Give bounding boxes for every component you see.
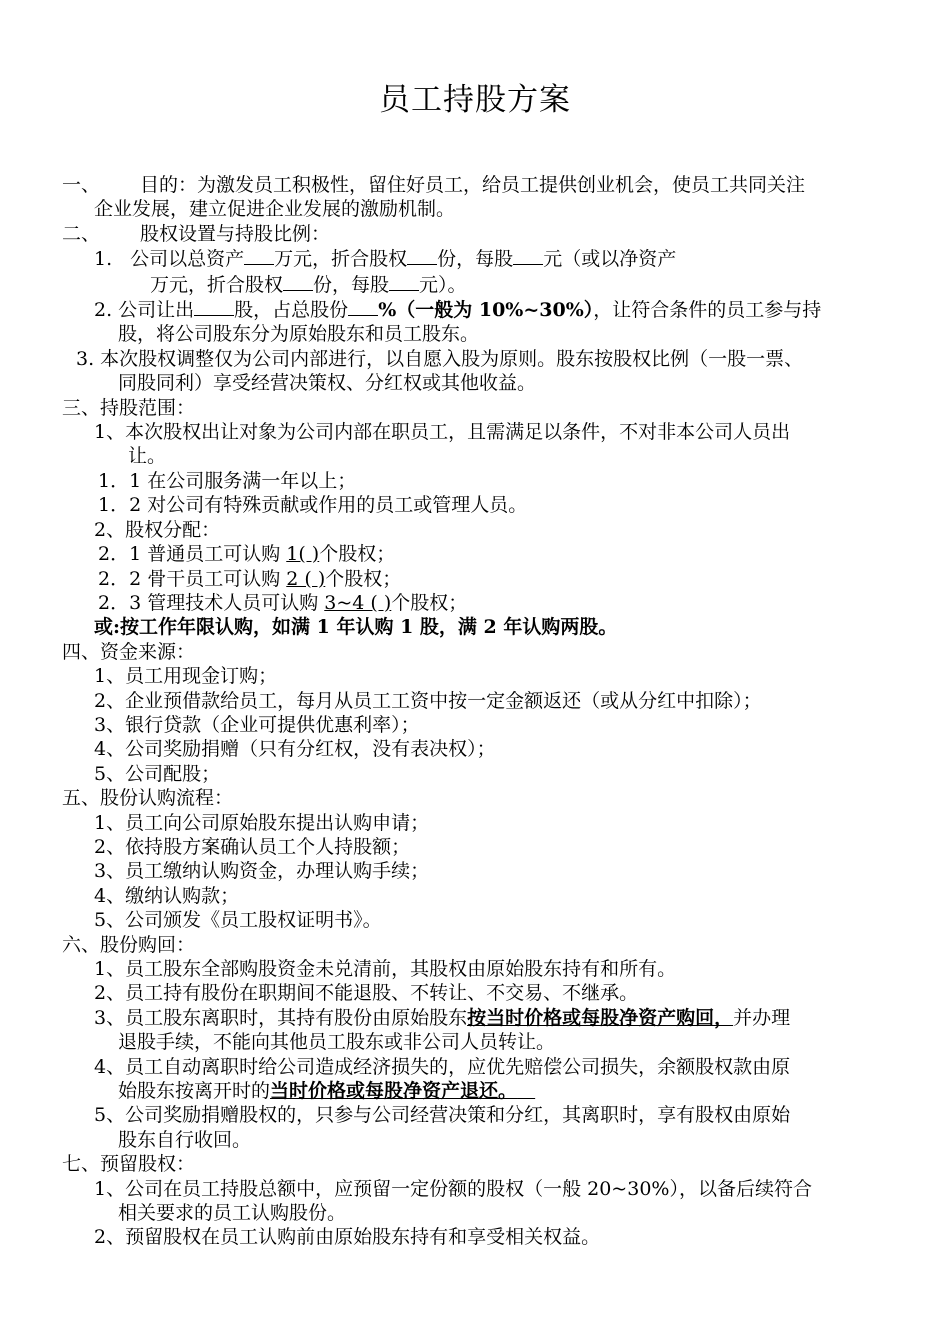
section-2-heading — [62, 222, 897, 246]
section-3-item: 1、本次股权出让对象为公司内部在职员工，且需满足以条件，不对非本公司人员出 — [94, 421, 791, 444]
section-7-heading: 七、预留股权： — [62, 1153, 196, 1176]
section-3-item: 2．3 管理技术人员可认购 3~4 ( )个股权； — [98, 591, 468, 614]
section-2-item-1: 1. 公司以总资产 万元，折合股权 份，每股 元（或以净资产 — [94, 248, 677, 271]
section-6-item: 3、员工股东离职时，其持有股份由原始股东按当时价格或每股净资产购回，并办理 — [94, 1006, 791, 1029]
section-5-item: 3、员工缴纳认购资金，办理认购手续； — [94, 860, 430, 883]
section-5-item: 1、员工向公司原始股东提出认购申请； — [94, 811, 430, 834]
section-4-item: 3、银行贷款（企业可提供优惠利率）； — [94, 713, 420, 736]
blank-field — [348, 297, 378, 316]
section-5-item: 5、公司颁发《员工股权证明书》。 — [94, 909, 382, 932]
section-2-item-3-continuation: 同股同利）享受经营决策权、分红权或其他收益。 — [118, 372, 537, 395]
section-1-number: 一、 — [62, 174, 101, 196]
section-3-item: 1．1 在公司服务满一年以上； — [98, 469, 357, 492]
section-4-item: 4、公司奖励捐赠（只有分红权，没有表决权）； — [94, 738, 496, 761]
section-7-item: 1、公司在员工持股总额中，应预留一定份额的股权（一般 20~30%），以备后续符合 — [94, 1177, 812, 1200]
blank-field — [283, 272, 313, 291]
section-1-continuation: 企业发展，建立促进企业发展的激励机制。 — [94, 198, 456, 221]
blank-field — [407, 246, 437, 265]
section-2-item-3: 3. 本次股权调整仅为公司内部进行，以自愿入股为原则。股东按股权比例（一股一票、 — [76, 347, 804, 370]
blank-field — [389, 272, 419, 291]
section-3-heading: 三、持股范围： — [62, 396, 196, 419]
document-title: 员工持股方案 — [379, 82, 571, 118]
section-3-item: 2、股权分配： — [94, 518, 221, 541]
section-1-text: 目的：为激发员工积极性，留住好员工，给员工提供创业机会，使员工共同关注 — [140, 174, 806, 196]
section-2-item-2: 2. 公司让出 股，占总股份 %（一般为 10%~30%），让符合条件的员工参与持 — [94, 299, 822, 322]
section-2-item-1-continuation: 万元，折合股权 份，每股 元）。 — [150, 273, 467, 296]
section-3-alternative: 或:按工作年限认购，如满 1 年认购 1 股，满 2 年认购两股。 — [94, 616, 618, 639]
section-4-item: 5、公司配股； — [94, 762, 221, 785]
section-6-item: 1、员工股东全部购股资金未兑清前，其股权由原始股东持有和所有。 — [94, 958, 677, 980]
section-7-item: 2、预留股权在员工认购前由原始股东持有和享受相关权益。 — [94, 1226, 601, 1249]
section-6-item-continuation: 始股东按离开时的当时价格或每股净资产退还。 — [118, 1080, 518, 1103]
section-4-item: 2、企业预借款给员工，每月从员工工资中按一定金额返还（或从分红中扣除）； — [94, 689, 762, 712]
section-2-number: 二、 — [62, 222, 101, 245]
section-5-item: 4、缴纳认购款； — [94, 884, 240, 907]
section-7-item-continuation: 相关要求的员工认购股份。 — [118, 1202, 347, 1225]
section-4-item: 1、员工用现金订购； — [94, 665, 278, 688]
section-4-heading: 四、资金来源： — [62, 640, 196, 663]
blank-field — [513, 246, 543, 265]
section-3-item: 1．2 对公司有特殊贡献或作用的员工或管理人员。 — [98, 494, 528, 517]
document-body — [62, 173, 897, 1250]
blank-field — [244, 246, 274, 265]
section-2-item-2-continuation: 股，将公司股东分为原始股东和员工股东。 — [118, 323, 480, 346]
section-6-item-continuation: 股东自行收回。 — [118, 1128, 252, 1151]
section-3-item-continuation: 让。 — [128, 445, 167, 468]
section-3-item: 2．1 普通员工可认购 1( )个股权； — [98, 543, 396, 566]
section-6-item: 2、员工持有股份在职期间不能退股、不转让、不交易、不继承。 — [94, 982, 639, 1005]
section-6-heading: 六、股份购回： — [62, 933, 196, 956]
section-2-text: 股权设置与持股比例： — [140, 222, 331, 245]
section-3-item: 2．2 骨干员工可认购 2 ( )个股权； — [98, 567, 402, 590]
section-6-item-continuation: 退股手续，不能向其他员工股东或非公司人员转让。 — [118, 1031, 556, 1054]
section-5-item: 2、依持股方案确认员工个人持股额； — [94, 835, 411, 858]
section-6-item: 5、公司奖励捐赠股权的，只参与公司经营决策和分红，其离职时，享有股权由原始 — [94, 1104, 791, 1127]
section-5-heading: 五、股份认购流程： — [62, 787, 234, 810]
blank-field — [194, 297, 234, 316]
section-1-line — [62, 173, 897, 197]
section-6-item: 4、员工自动离职时给公司造成经济损失的，应优先赔偿公司损失，余额股权款由原 — [94, 1055, 791, 1078]
